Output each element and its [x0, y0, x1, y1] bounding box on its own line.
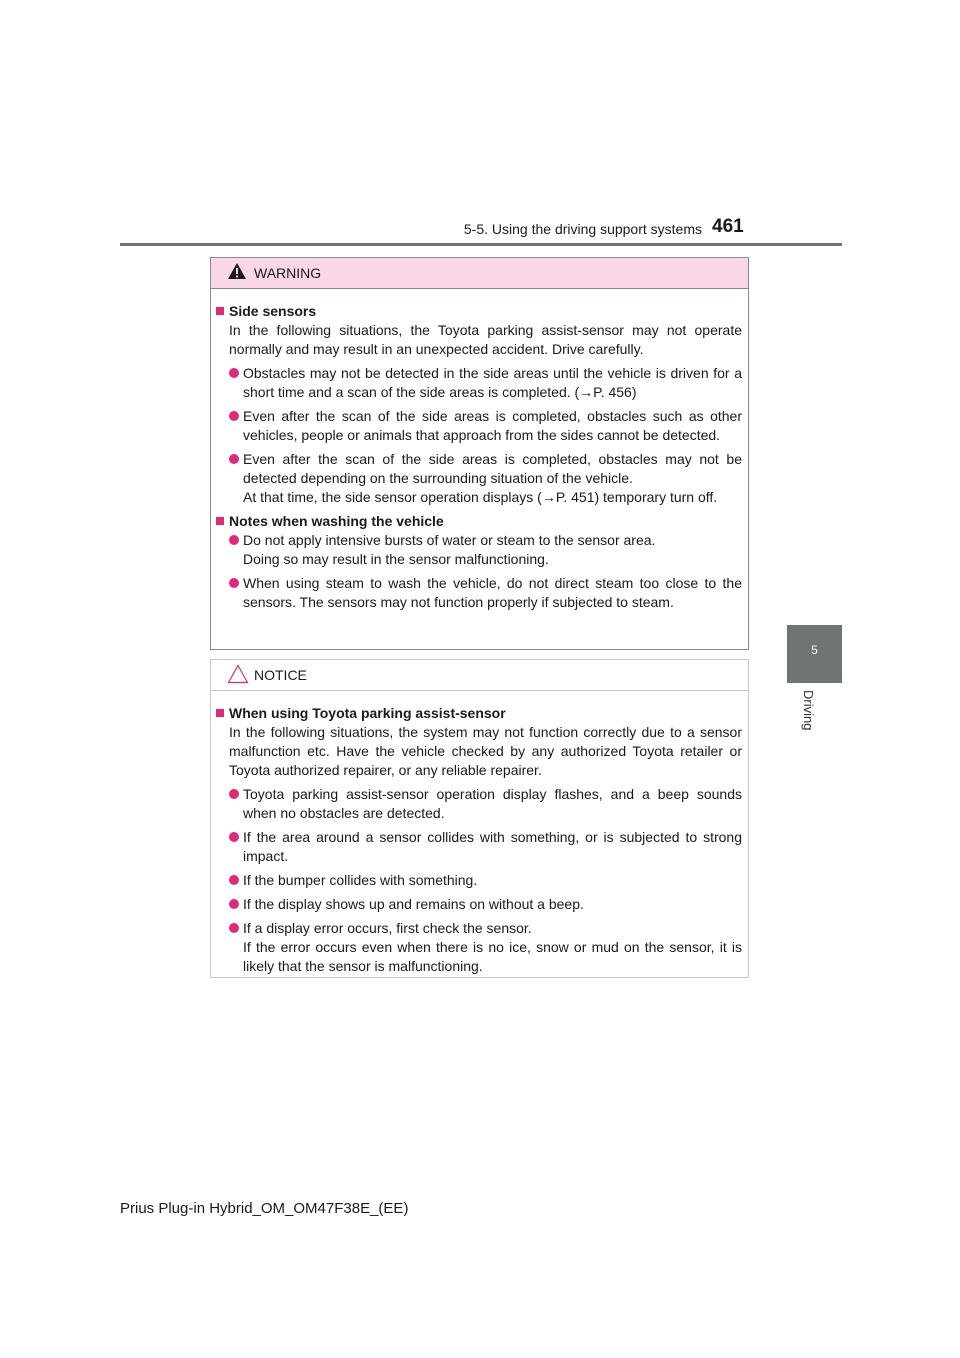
warning-header	[211, 258, 748, 289]
warning-section-title: Notes when washing the vehicle	[211, 512, 742, 531]
warning-triangle-icon	[227, 262, 247, 285]
warning-section-title: Side sensors	[211, 302, 742, 321]
chapter-label: Driving	[801, 690, 816, 731]
notice-title: NOTICE	[254, 667, 307, 683]
notice-triangle-icon	[227, 664, 249, 689]
notice-section-intro: In the following situations, the system may not function correctly due to a sensor malfunction etc. Have the vehicle checked by any authorized Toyota retailer or Toyota authorized repairer, or any reliable repairer.	[229, 724, 742, 778]
page-number: 461	[712, 216, 744, 237]
warning-section-intro: In the following situations, the Toyota parking assist-sensor may not operate normally and may result in an unexpected accident. Drive carefully.	[229, 322, 742, 357]
notice-bullet: If the bumper collides with something.	[211, 871, 742, 890]
section-heading: 5-5. Using the driving support systems	[463, 221, 702, 237]
notice-header	[211, 660, 748, 691]
notice-bullet: Toyota parking assist-sensor operation display flashes, and a beep sounds when no obstacles are detected.	[211, 785, 742, 823]
notice-box	[210, 659, 749, 978]
header-divider	[120, 243, 842, 246]
warning-bullet: Even after the scan of the side areas is completed, obstacles may not be detected depending on the surrounding situation of the vehicle. At that time, the side sensor operation displays (→P. 451) temporary turn off.	[211, 450, 742, 507]
chapter-number: 5	[811, 643, 818, 657]
notice-section-title: When using Toyota parking assist-sensor	[211, 704, 742, 723]
warning-bullet: Do not apply intensive bursts of water or steam to the sensor area. Doing so may result in the sensor malfunctioning.	[211, 531, 742, 569]
warning-bullet: Obstacles may not be detected in the side areas until the vehicle is driven for a short time and a scan of the side areas is completed. (→P. 456)	[211, 364, 742, 402]
notice-bullet: If a display error occurs, first check the sensor. If the error occurs even when there is no ice, snow or mud on the sensor, it is likely that the sensor is malfunctioning.	[211, 919, 742, 976]
chapter-tab	[787, 625, 842, 683]
warning-title: WARNING	[254, 265, 322, 281]
notice-bullet: If the display shows up and remains on without a beep.	[211, 895, 742, 914]
warning-bullet: Even after the scan of the side areas is completed, obstacles such as other vehicles, people or animals that approach from the sides cannot be detected.	[211, 407, 742, 445]
warning-bullet: When using steam to wash the vehicle, do not direct steam too close to the sensors. The sensors may not function properly if subjected to steam.	[211, 574, 742, 612]
notice-bullet: If the area around a sensor collides with something, or is subjected to strong impact.	[211, 828, 742, 866]
document-footer: Prius Plug-in Hybrid_OM_OM47F38E_(EE)	[120, 1200, 409, 1217]
warning-box	[210, 257, 749, 650]
